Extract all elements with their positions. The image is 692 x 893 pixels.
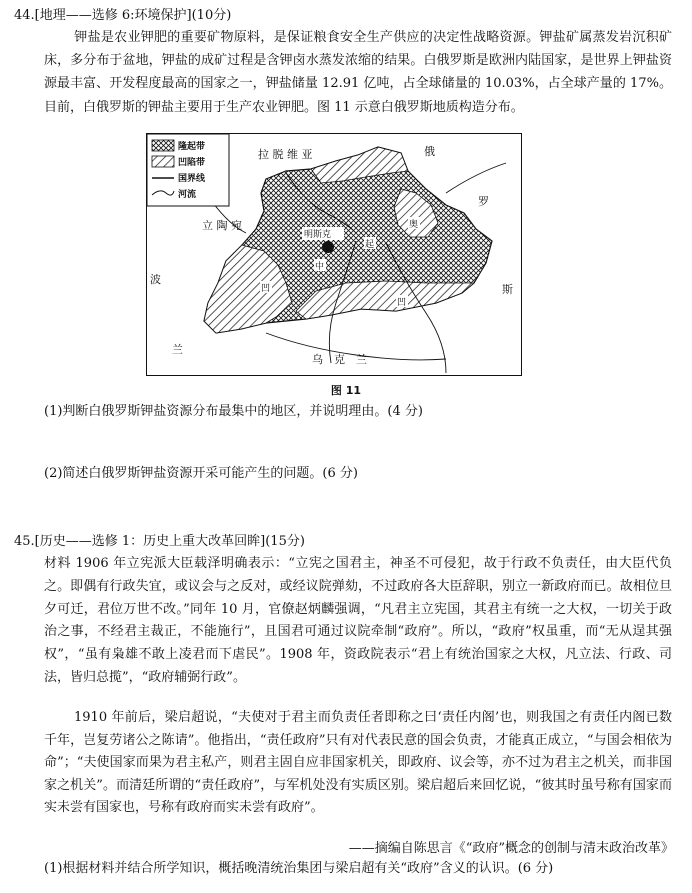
label-poland-2: 兰 (172, 343, 183, 356)
q45-source: ——摘编自陈思言《“政府”概念的创制与清末政治改革》 (348, 841, 674, 856)
q45-material-2: 1910 年前后，梁启超说，“夫使对于君主而负责任者即称之曰‘责任内阁’也，则我国之有责任内阁已数千年，岂复劳诸公之陈请”。他指出，“责任政府”只有对代表民意的国会负责，才能真正成立，“与国会相依为命”；“夫使国家而果为君主私产，则君主固自应非国家机关，即政府、议会等，亦不过为君主之机关，而非国家之机关”。而清廷所谓的“责任政府”，与军机处没有实质区别。梁启超后来回忆说，“彼其时虽号称有国家而实未尝有国家也，号称有政府而实未尝有政府”。 (44, 710, 672, 816)
q44-sub2: (2)简述白俄罗斯钾盐资源开采可能产生的问题。(6 分) (44, 466, 358, 481)
label-zone-2: 凹 (261, 284, 271, 294)
legend-depression-label: 凹陷带 (178, 158, 206, 168)
label-zone-5: 凹 (397, 298, 407, 308)
map-legend (147, 134, 229, 206)
legend-uplift-label: 隆起带 (178, 142, 206, 152)
label-latvia: 拉 脱 维 亚 (258, 148, 313, 161)
q45-material-1: 材料 1906 年立宪派大臣载泽明确表示：“立宪之国君主，神圣不可侵犯，故于行政不负责任，由大臣代负之。即偶有行政失宜，或议会与之反对，或经议院弹劾，不过政府各大臣辞职，别立一新政府而已。故相位旦夕可迁，君位万世不改。”同年 10 月，官僚赵炳麟强调，“凡君主立宪国，其君主有统一之大权，一切关于政治之事，不经君主裁正，不能施行”，且国君可通过议院牵制“政府”。所以，“政府”权虽重，而“无从逞其强权”，“虽有枭雄不敢上凌君而下虐民”。1908 年，资政院表示“君上有统治国家之大权，凡立法、行政、司法，皆归总揽”，“政府辅弼行政”。 (44, 556, 672, 685)
label-minsk: 明斯克 (304, 230, 332, 240)
q44-header: 44.[地理——选修 6:环境保护](10分) (14, 8, 232, 23)
label-zone-4: 中 (315, 262, 325, 272)
legend-river-label: 河流 (178, 190, 197, 200)
label-zone-1: 奥 (409, 220, 419, 230)
q45-header: 45.[历史——选修 1：历史上重大改革回眸](15分) (14, 534, 305, 549)
label-russia-1: 俄 (424, 145, 435, 158)
figure-caption: 图 11 (330, 384, 362, 397)
label-russia-2: 罗 (478, 195, 489, 208)
belarus-geology-map (146, 133, 522, 376)
minsk-dot (322, 241, 334, 253)
label-russia-3: 斯 (502, 283, 513, 296)
q45-sub1: (1)根据材料并结合所学知识，概括晚清统治集团与梁启超有关“政府”含义的认识。(6 分) (44, 861, 554, 876)
q44-material-text: 钾盐是农业钾肥的重要矿物原料，是保证粮食安全生产供应的决定性战略资源。钾盐矿属蒸发岩沉积矿床，多分布于盆地，钾盐的成矿过程是含钾卤水蒸发浓缩的结果。白俄罗斯是欧洲内陆国家，是世界上钾盐资源最丰富、开发程度最高的国家之一，钾盐储量 12.91 亿吨，占全球储量的 10.03%，占全球产量的 17%。目前，白俄罗斯的钾盐主要用于生产农业钾肥。图 11 示意白俄罗斯地质构造分布。 (44, 30, 672, 115)
legend-border-label: 国界线 (178, 174, 206, 184)
q44-material (44, 26, 672, 119)
label-lithuania: 立 陶 宛 (202, 219, 242, 232)
q44-sub1: (1)判断白俄罗斯钾盐资源分布最集中的地区，并说明理由。(4 分) (44, 404, 423, 419)
label-ukraine: 乌 克 兰 (312, 353, 367, 366)
label-poland-1: 波 (150, 273, 161, 286)
label-zone-3: 起 (365, 240, 375, 250)
